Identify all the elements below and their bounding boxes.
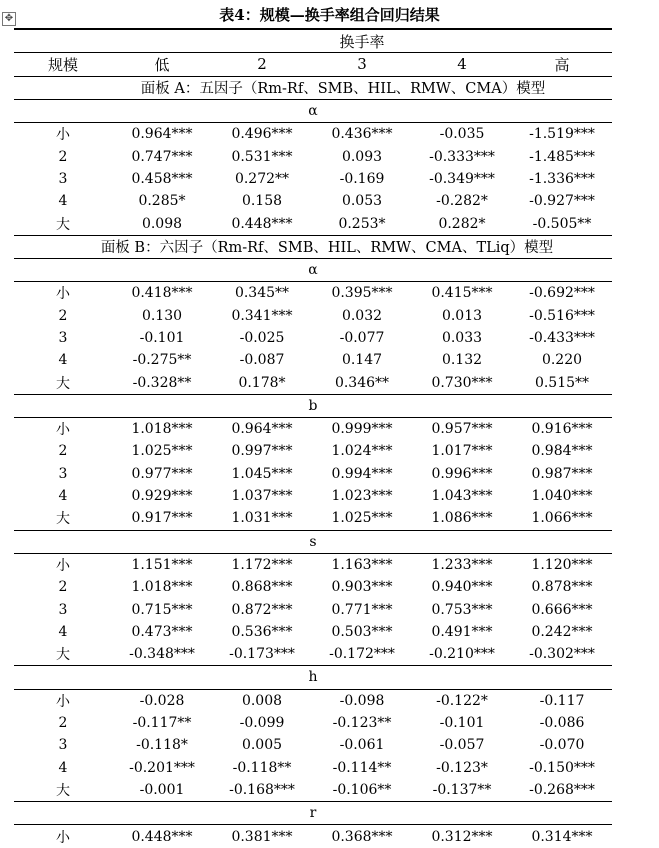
table-row — [14, 757, 612, 779]
table-cell: 0.312*** — [431, 828, 493, 845]
table-body — [14, 77, 612, 848]
table-row — [14, 485, 612, 507]
table-cell: 0.496*** — [231, 126, 293, 143]
table-cell: -1.519*** — [529, 126, 595, 143]
row-label: 小 — [56, 693, 70, 710]
table-cell: -0.150*** — [529, 759, 595, 776]
table-cell: 1.018*** — [131, 421, 193, 438]
table-cell: -0.169 — [339, 170, 385, 187]
table-cell: 0.916*** — [531, 421, 593, 438]
table-cell: -1.336*** — [529, 170, 595, 187]
row-label: 3 — [58, 465, 68, 482]
section-label: α — [308, 103, 318, 120]
table-cell: -0.035 — [439, 126, 485, 143]
table-row — [14, 576, 612, 598]
section-label: α — [308, 262, 318, 279]
table-cell: -0.123** — [332, 715, 392, 732]
row-label: 2 — [58, 443, 68, 460]
table-row — [14, 554, 612, 576]
table-cell: -0.114** — [332, 759, 392, 776]
table-row — [14, 168, 612, 190]
row-label: 3 — [58, 170, 68, 187]
table-row — [14, 190, 612, 212]
table-cell: -0.172*** — [329, 646, 395, 663]
row-label: 大 — [56, 375, 70, 392]
table-cell: 0.929*** — [131, 488, 193, 505]
table-cell: -0.106** — [332, 781, 392, 798]
table-cell: 0.005 — [241, 737, 283, 754]
table-cell: -0.028 — [139, 692, 185, 709]
table-cell: 0.033 — [441, 330, 483, 346]
table-row — [14, 440, 612, 462]
section-label: h — [308, 669, 318, 686]
table-cell: 0.730*** — [431, 374, 493, 391]
header-col-3: 3 — [357, 55, 367, 74]
table-cell: 0.093 — [341, 148, 383, 165]
table-cell: 1.086*** — [431, 510, 493, 527]
table-cell: 1.066*** — [531, 510, 593, 527]
table-cell: 0.368*** — [331, 828, 393, 845]
table-cell: 0.903*** — [331, 579, 393, 596]
section-header-row — [14, 665, 612, 689]
table-row — [14, 212, 612, 234]
row-label: 小 — [56, 829, 70, 846]
table-cell: -0.118* — [136, 737, 188, 754]
header-group-label: 换手率 — [339, 32, 385, 51]
header-row-label: 规模 — [47, 55, 78, 74]
table-cell: 0.473*** — [131, 623, 193, 640]
table-cell: 0.418*** — [131, 285, 193, 302]
table-cell: 0.272** — [234, 170, 290, 187]
table-cell: 0.158 — [241, 193, 283, 210]
table-cell: 0.868*** — [231, 579, 293, 596]
table-cell: -0.087 — [239, 352, 285, 369]
table-cell: 1.163*** — [331, 556, 393, 573]
table-cell: -0.302*** — [529, 646, 595, 663]
row-label: 2 — [58, 715, 68, 732]
table-cell: 0.008 — [241, 692, 283, 709]
table-cell: 0.458*** — [131, 170, 193, 187]
table-cell: 1.045*** — [231, 465, 293, 482]
table-cell: 0.957*** — [431, 421, 493, 438]
table-cell: -0.349*** — [429, 170, 495, 187]
table-cell: 1.031*** — [231, 510, 293, 527]
row-label: 3 — [58, 330, 68, 346]
table-cell: -0.123* — [436, 759, 488, 776]
section-header-row — [14, 99, 612, 123]
table-cell: 1.024*** — [331, 443, 393, 460]
table-cell: 0.997*** — [231, 443, 293, 460]
table-cell: 0.666*** — [531, 601, 593, 618]
table-cell: -0.348*** — [129, 646, 195, 663]
table-cell: -0.137** — [432, 781, 492, 798]
header-columns-row — [14, 52, 612, 76]
table-cell: -0.077 — [339, 330, 385, 346]
table-cell: 1.037*** — [231, 488, 293, 505]
table-cell: 1.025*** — [131, 443, 193, 460]
table-row — [14, 712, 612, 734]
table-cell: 0.448*** — [231, 215, 293, 232]
row-label: 3 — [58, 601, 68, 618]
table-cell: 0.771*** — [331, 601, 393, 618]
section-header-row — [14, 530, 612, 554]
table-cell: 0.013 — [441, 307, 483, 324]
row-label: 4 — [58, 193, 68, 210]
row-label: 2 — [58, 307, 68, 324]
table-cell: 0.132 — [441, 352, 483, 369]
table-cell: 0.253* — [338, 215, 386, 232]
table-cell: 0.878*** — [531, 579, 593, 596]
table-cell: 0.381*** — [231, 828, 293, 845]
table-cell: 0.220 — [541, 352, 583, 369]
table-row — [14, 690, 612, 712]
table-cell: 0.178* — [238, 374, 286, 391]
table-cell: 0.964*** — [231, 421, 293, 438]
table-cell: -0.268*** — [529, 781, 595, 798]
table-cell: -0.118** — [232, 759, 292, 776]
table-cell: 1.233*** — [431, 556, 493, 573]
table-cell: 0.415*** — [431, 285, 493, 302]
table-cell: 1.025*** — [331, 510, 393, 527]
table-cell: 0.994*** — [331, 465, 393, 482]
row-label: 小 — [56, 557, 70, 574]
table-cell: -0.433*** — [529, 330, 595, 346]
row-label: 小 — [56, 127, 70, 144]
row-label: 2 — [58, 579, 68, 596]
table-cell: 0.987*** — [531, 465, 593, 482]
table-cell: 1.172*** — [231, 556, 293, 573]
row-label: 4 — [58, 759, 68, 776]
table-cell: 0.147 — [341, 352, 383, 369]
table-cell: 1.023*** — [331, 488, 393, 505]
table-cell: 0.747*** — [131, 148, 193, 165]
table-cell: 0.285* — [138, 193, 186, 210]
table-cell: 0.999*** — [331, 421, 393, 438]
table-cell: 0.098 — [141, 215, 183, 232]
header-col-5: 高 — [554, 55, 570, 74]
table-row — [14, 734, 612, 756]
row-label: 小 — [56, 286, 70, 303]
table-cell: -0.282* — [436, 193, 488, 210]
table-cell: 1.018*** — [131, 579, 193, 596]
table-row — [14, 349, 612, 371]
table-row — [14, 282, 612, 304]
table-cell: 0.503*** — [331, 623, 393, 640]
table-cell: -0.692*** — [529, 285, 595, 302]
table-cell: -0.061 — [339, 737, 385, 754]
header-col-1: 低 — [154, 55, 170, 74]
header-col-4: 4 — [457, 55, 467, 74]
table-cell: 0.282* — [438, 215, 486, 232]
row-label: 4 — [58, 488, 68, 505]
table-move-handle-icon[interactable]: ✥ — [2, 12, 16, 26]
table-cell: -0.099 — [239, 715, 285, 732]
table-cell: -0.201*** — [129, 759, 195, 776]
row-label: 4 — [58, 623, 68, 640]
table-cell: 0.515** — [534, 374, 590, 391]
table-cell: -0.168*** — [229, 781, 295, 798]
table-row — [14, 779, 612, 801]
table-row — [14, 507, 612, 529]
table-cell: 0.536*** — [231, 623, 293, 640]
table-cell: 1.040*** — [531, 488, 593, 505]
table-cell: 0.531*** — [231, 148, 293, 165]
table-cell: 0.345** — [234, 285, 290, 302]
table-cell: 1.017*** — [431, 443, 493, 460]
panel-title-row — [14, 235, 612, 258]
table-cell: -0.333*** — [429, 148, 495, 165]
table-row — [14, 463, 612, 485]
table-cell: -0.070 — [539, 737, 585, 754]
row-label: 3 — [58, 737, 68, 754]
table-row — [14, 598, 612, 620]
table-cell: 1.151*** — [131, 556, 193, 573]
table-cell: -0.086 — [539, 715, 585, 732]
table-cell: -0.001 — [139, 781, 185, 798]
row-label: 大 — [56, 782, 70, 799]
table-cell: -0.057 — [439, 737, 485, 754]
table-cell: 0.984*** — [531, 443, 593, 460]
row-label: 4 — [58, 352, 68, 369]
panel-title-row — [14, 77, 612, 99]
table-cell: -0.122* — [436, 692, 488, 709]
table-cell: 1.120*** — [531, 556, 593, 573]
table-row — [14, 123, 612, 145]
table-cell: 0.753*** — [431, 601, 493, 618]
table-cell: -0.505** — [532, 215, 592, 232]
table-cell: 0.964*** — [131, 126, 193, 143]
table-row — [14, 327, 612, 349]
table-cell: 0.996*** — [431, 465, 493, 482]
row-label: 2 — [58, 148, 68, 165]
table-cell: 0.977*** — [131, 465, 193, 482]
header-group-row — [14, 28, 612, 52]
table-row — [14, 643, 612, 665]
table-cell: 0.395*** — [331, 285, 393, 302]
table-row — [14, 305, 612, 327]
table-cell: 0.130 — [141, 307, 183, 324]
table-cell: -0.117 — [539, 692, 585, 709]
table-cell: 0.872*** — [231, 601, 293, 618]
table-row — [14, 621, 612, 643]
panel-title: 面板 B：六因子（Rm-Rf、SMB、HIL、RMW、CMA、TLiq）模型 — [100, 240, 554, 257]
table-row — [14, 371, 612, 393]
table-cell: 0.341*** — [231, 307, 293, 324]
panel-title: 面板 A：五因子（Rm-Rf、SMB、HIL、RMW、CMA）模型 — [140, 81, 546, 98]
table-cell: 0.448*** — [131, 828, 193, 845]
section-label: s — [309, 533, 317, 550]
table-title: 表4：规模—换手率组合回归结果 — [219, 6, 440, 24]
table-row — [14, 145, 612, 167]
table-cell: -1.485*** — [529, 148, 595, 165]
table-cell: -0.173*** — [229, 646, 295, 663]
table-cell: 0.436*** — [331, 126, 393, 143]
table-cell: 0.715*** — [131, 601, 193, 618]
table-cell: 0.242*** — [531, 623, 593, 640]
table-cell: -0.101 — [439, 715, 485, 732]
table-cell: 0.917*** — [131, 510, 193, 527]
section-header-row — [14, 258, 612, 282]
regression-table — [14, 28, 612, 848]
table-row — [14, 418, 612, 440]
section-label: r — [309, 805, 317, 822]
table-cell: -0.927*** — [529, 193, 595, 210]
table-cell: -0.117** — [132, 715, 192, 732]
table-cell: -0.098 — [339, 692, 385, 709]
table-cell: 0.491*** — [431, 623, 493, 640]
table-cell: 0.053 — [341, 193, 383, 210]
table-cell: 0.940*** — [431, 579, 493, 596]
row-label: 大 — [56, 511, 70, 528]
table-cell: 0.314*** — [531, 828, 593, 845]
table-cell: 0.032 — [341, 307, 383, 324]
section-header-row — [14, 394, 612, 418]
row-label: 大 — [56, 216, 70, 233]
table-cell: -0.101 — [139, 330, 185, 346]
table-cell: -0.328** — [132, 374, 192, 391]
table-cell: -0.516*** — [529, 307, 595, 324]
table-cell: -0.275** — [132, 352, 192, 369]
row-label: 小 — [56, 422, 70, 439]
row-label: 大 — [56, 647, 70, 664]
header-col-2: 2 — [257, 55, 267, 74]
table-cell: -0.210*** — [429, 646, 495, 663]
table-cell: 0.346** — [334, 374, 390, 391]
section-label: b — [308, 397, 318, 414]
table-cell: -0.025 — [239, 330, 285, 346]
table-row — [14, 825, 612, 847]
table-cell: 1.043*** — [431, 488, 493, 505]
